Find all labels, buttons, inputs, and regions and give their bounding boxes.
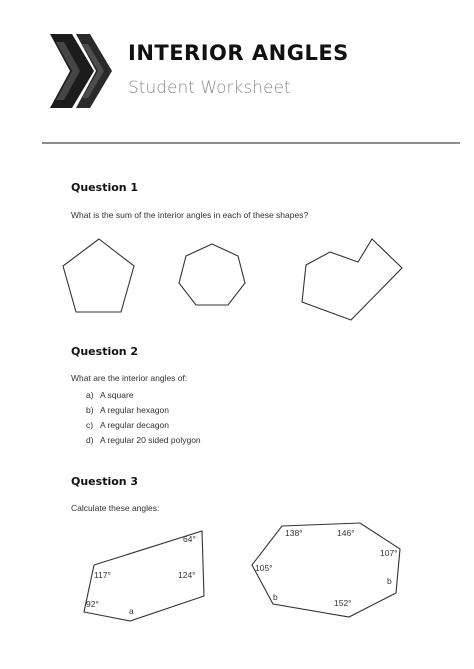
question-2-heading: Question 2 — [71, 345, 139, 358]
question-1-prompt: What is the sum of the interior angles in each of these shapes? — [71, 210, 309, 220]
question-3-prompt: Calculate these angles: — [71, 503, 160, 513]
angle-label: 105° — [255, 563, 273, 573]
angle-label: 117° — [94, 570, 111, 580]
angle-label: b — [273, 592, 278, 602]
question-3-heading: Question 3 — [71, 475, 139, 488]
question-1-heading: Question 1 — [71, 181, 139, 194]
heptagon-shape — [179, 244, 245, 305]
list-item: b) A regular hexagon — [86, 405, 169, 415]
angle-label: a — [129, 606, 134, 616]
angle-label: 92° — [86, 599, 99, 609]
angle-label: 107° — [380, 548, 398, 558]
page-title: INTERIOR ANGLES — [128, 41, 349, 65]
question-2-prompt: What are the interior angles of: — [71, 373, 188, 383]
angle-label: b — [387, 576, 392, 586]
list-item: a) A square — [86, 390, 134, 400]
list-item: c) A regular decagon — [86, 420, 169, 430]
angle-label: 146° — [337, 528, 355, 538]
angle-label: 64° — [183, 534, 196, 544]
list-item: d) A regular 20 sided polygon — [86, 435, 201, 445]
q3-heptagon-shape — [252, 523, 400, 617]
angle-label: 138° — [285, 528, 303, 538]
irregular-polygon-shape — [302, 239, 402, 320]
page-subtitle: Student Worksheet — [128, 78, 291, 98]
angle-label: 124° — [178, 570, 196, 580]
pentagon-shape — [63, 239, 134, 312]
angle-label: 152° — [334, 598, 352, 608]
